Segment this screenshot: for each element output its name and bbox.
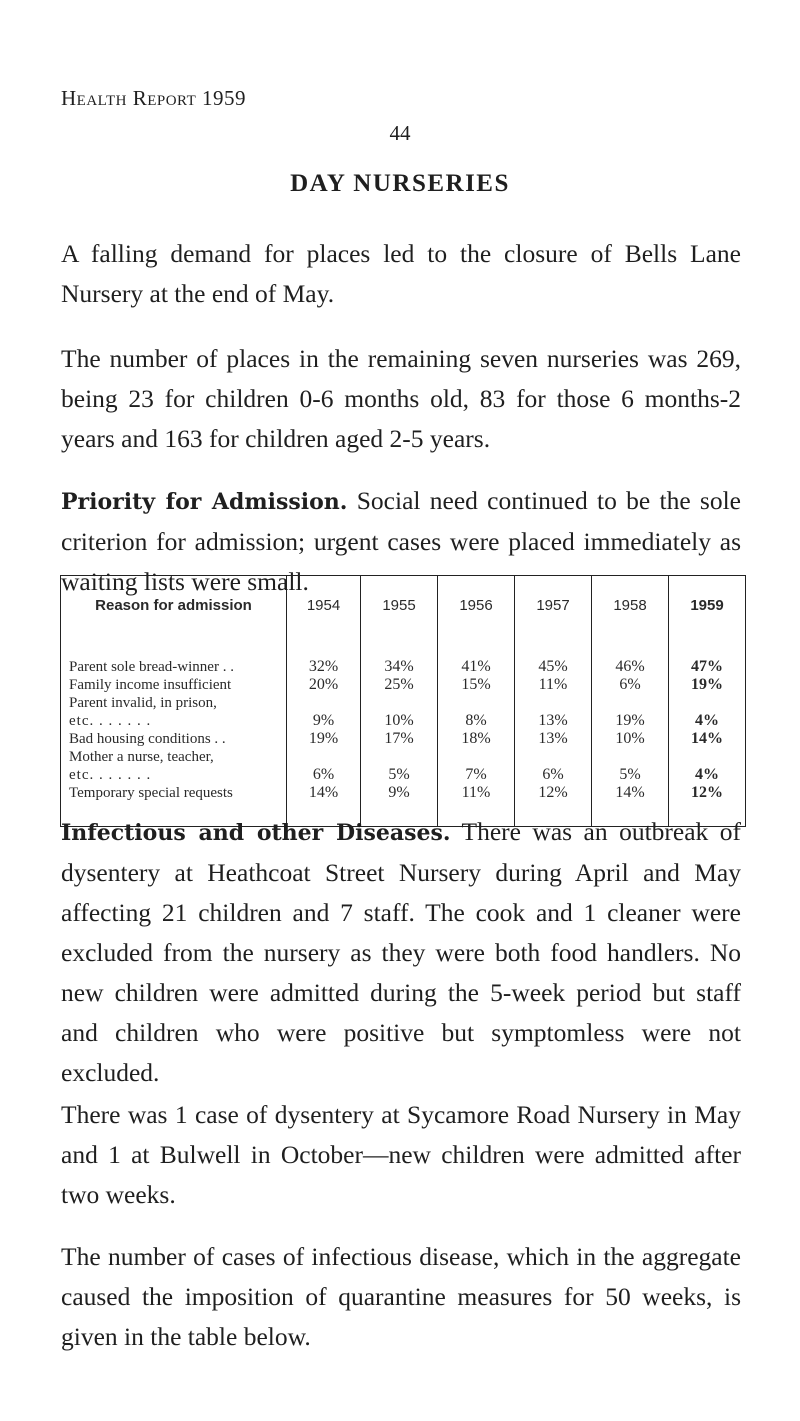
infectious-body: There was an outbreak of dysentery at Heathcoat Street Nursery during April and May affecting 21 children and 7 staff. The cook and 1 cleaner were excluded from the nursery as they were both food handlers. No new children were admitted during the 5-week period but staff and children who were positive but symptomless were not excluded. (61, 817, 741, 1087)
row-reason: Bad housing conditions . . (61, 730, 287, 748)
admission-reasons-table (60, 575, 746, 827)
row-value: 4% (669, 694, 746, 730)
row-reason: Family income insufficient (61, 676, 287, 694)
row-value: 9% (287, 694, 361, 730)
page-number: 44 (389, 121, 411, 145)
table-row (61, 730, 746, 748)
row-value: 14% (287, 784, 361, 827)
running-head: Health Report 1959 (61, 86, 247, 110)
row-value: 19% (592, 694, 669, 730)
row-value: 20% (287, 676, 361, 694)
paragraph-quarantine: The number of cases of infectious disease, which in the aggregate caused the imposition of quarantine measures for 50 weeks, is given in the table below. (61, 1242, 741, 1351)
row-value: 18% (438, 730, 515, 748)
table-row (61, 694, 746, 730)
row-value: 12% (669, 784, 746, 827)
row-reason-line: Parent invalid, in prison, (69, 695, 217, 711)
row-reason-line: etc. . . . . . . (69, 713, 152, 729)
row-value: 5% (361, 748, 438, 784)
row-value: 14% (669, 730, 746, 748)
row-value: 7% (438, 748, 515, 784)
table-row (61, 635, 746, 676)
year-header: 1956 (438, 576, 515, 636)
row-reason (61, 694, 287, 730)
year-header: 1957 (515, 576, 592, 636)
row-value: 46% (592, 635, 669, 676)
row-value: 10% (592, 730, 669, 748)
row-value: 12% (515, 784, 592, 827)
row-reason-line: etc. . . . . . . (69, 767, 152, 783)
priority-body: Social need continued to be the sole criterion for admission; urgent cases were placed immediately as waiting lists were small. (61, 486, 741, 596)
priority-heading: Priority for Admission. (61, 489, 348, 515)
row-value: 15% (438, 676, 515, 694)
row-value: 4% (669, 748, 746, 784)
row-value: 6% (515, 748, 592, 784)
section-title: DAY NURSERIES (290, 170, 510, 197)
year-header: 1955 (361, 576, 438, 636)
row-value: 34% (361, 635, 438, 676)
reason-column-header: Reason for admission (61, 576, 287, 636)
row-value: 11% (515, 676, 592, 694)
row-value: 17% (361, 730, 438, 748)
row-value: 8% (438, 694, 515, 730)
row-value: 47% (669, 635, 746, 676)
paragraph-infectious-diseases (61, 812, 741, 1093)
row-reason-line: Mother a nurse, teacher, (69, 749, 214, 765)
row-value: 13% (515, 730, 592, 748)
row-value: 6% (592, 676, 669, 694)
row-value: 41% (438, 635, 515, 676)
year-header: 1954 (287, 576, 361, 636)
row-value: 11% (438, 784, 515, 827)
row-value: 19% (669, 676, 746, 694)
table-header-row (61, 576, 746, 636)
paragraph-closure: A falling demand for places led to the closure of Bells Lane Nursery at the end of May. (61, 239, 741, 308)
row-value: 19% (287, 730, 361, 748)
row-value: 10% (361, 694, 438, 730)
year-header: 1958 (592, 576, 669, 636)
row-reason: Temporary special requests (61, 784, 287, 827)
year-header: 1959 (669, 576, 746, 636)
table-row (61, 748, 746, 784)
row-reason: Parent sole bread-winner . . (61, 635, 287, 676)
row-value: 14% (592, 784, 669, 827)
row-value: 13% (515, 694, 592, 730)
row-value: 9% (361, 784, 438, 827)
row-value: 45% (515, 635, 592, 676)
row-value: 25% (361, 676, 438, 694)
row-value: 32% (287, 635, 361, 676)
row-value: 5% (592, 748, 669, 784)
table-row (61, 676, 746, 694)
row-value: 6% (287, 748, 361, 784)
row-reason (61, 748, 287, 784)
paragraph-dysentery-cases: There was 1 case of dysentery at Sycamore Road Nursery in May and 1 at Bulwell in October—new children were admitted after two weeks. (61, 1100, 741, 1209)
paragraph-places: The number of places in the remaining seven nurseries was 269, being 23 for children 0-6 months old, 83 for those 6 months-2 years and 163 for children aged 2-5 years. (61, 344, 741, 453)
infectious-heading: Infectious and other Diseases. (61, 820, 451, 846)
